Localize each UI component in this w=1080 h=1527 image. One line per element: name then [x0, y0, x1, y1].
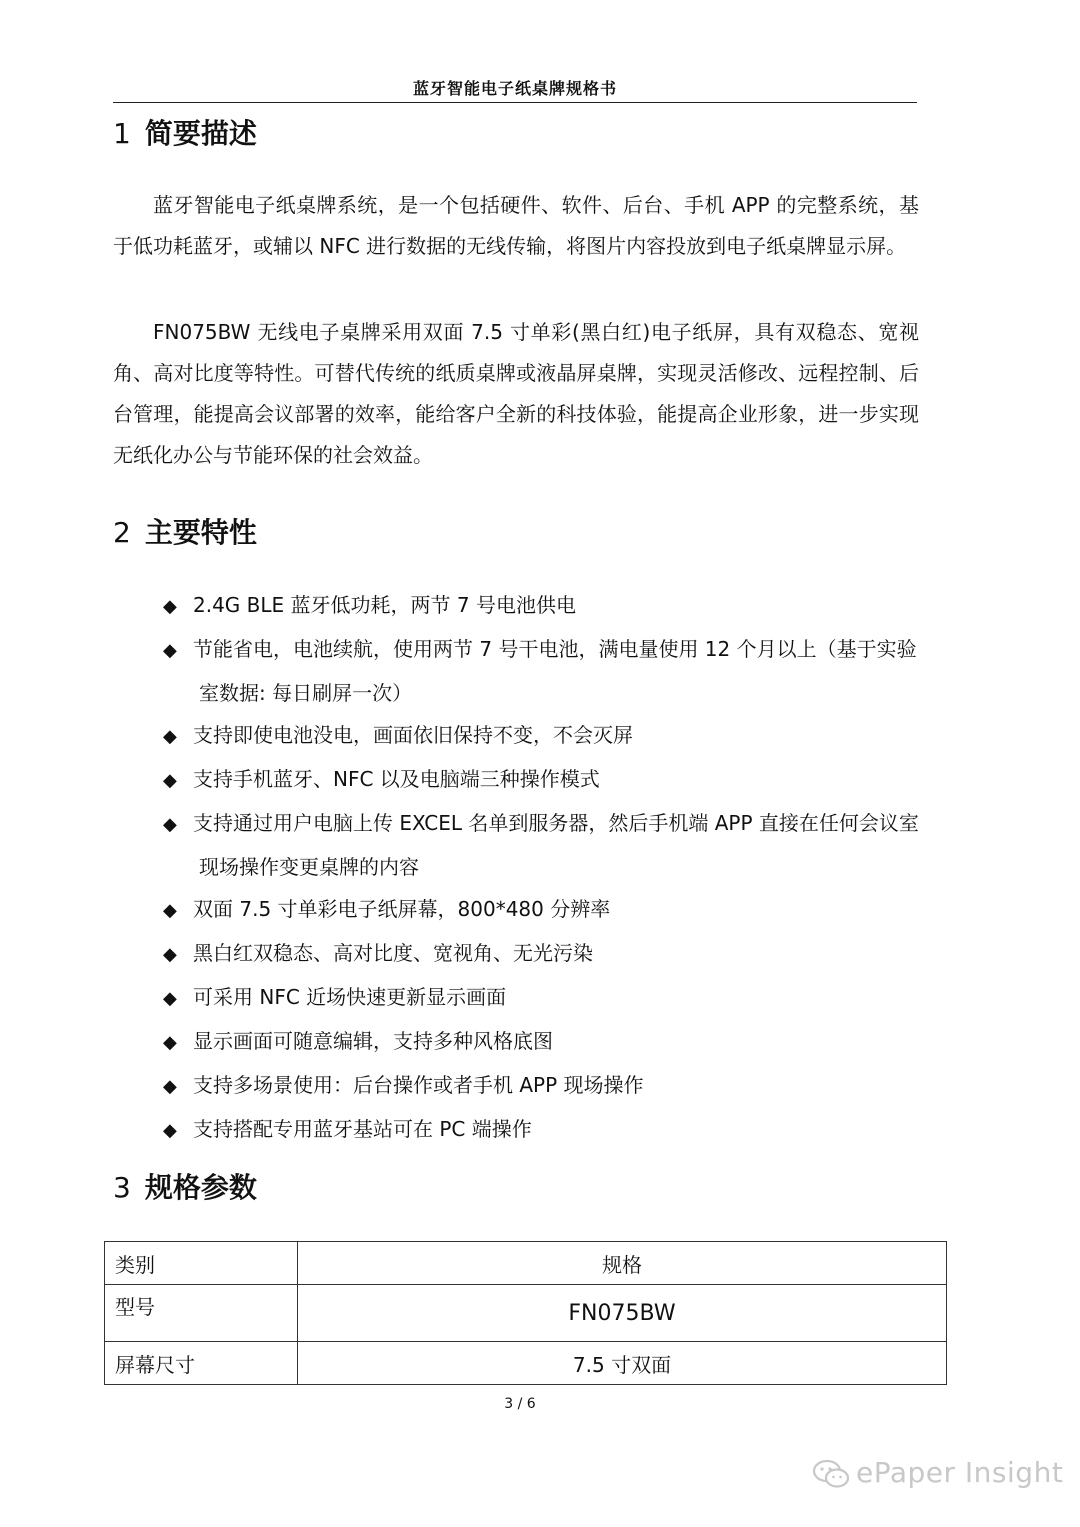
wechat-icon: [812, 1458, 850, 1490]
table-header-cell: 规格: [298, 1242, 947, 1285]
list-item: ◆ 支持多场景使用：后台操作或者手机 APP 现场操作: [163, 1064, 921, 1108]
paragraph-product: FN075BW 无线电子桌牌采用双面 7.5 寸单彩(黑白红)电子纸屏，具有双稳态、宽视角、高对比度等特性。可替代传统的纸质桌牌或液晶屏桌牌，实现灵活修改、远程控制、后台管理，能提高会议部署的效率，能给客户全新的科技体验，能提高企业形象，进一步实现无纸化办公与节能环保的社会效益。: [113, 320, 919, 467]
spec-table: [104, 1241, 947, 1385]
table-cell: FN075BW: [298, 1285, 947, 1342]
bullet-diamond-icon: ◆: [163, 1032, 177, 1053]
document-header-title: 蓝牙智能电子纸桌牌规格书: [412, 79, 617, 98]
page-number: 3 / 6: [504, 1396, 536, 1412]
list-item: ◆ 显示画面可随意编辑，支持多种风格底图: [163, 1020, 921, 1064]
list-item: ◆ 2.4G BLE 蓝牙低功耗，两节 7 号电池供电: [163, 584, 921, 628]
watermark-text: ePaper Insight: [856, 1456, 1064, 1489]
bullet-diamond-icon: ◆: [163, 814, 177, 835]
section-title: 主要特性: [144, 516, 257, 549]
bullet-diamond-icon: ◆: [163, 944, 177, 965]
bullet-diamond-icon: ◆: [163, 770, 177, 791]
section-title: 规格参数: [144, 1171, 257, 1204]
table-row: [105, 1342, 947, 1385]
list-item: ◆ 双面 7.5 寸单彩电子纸屏幕，800*480 分辨率: [163, 888, 921, 932]
table-header-cell: 类别: [105, 1242, 298, 1285]
bullet-diamond-icon: ◆: [163, 1120, 177, 1141]
feature-list: [163, 584, 921, 1152]
bullet-diamond-icon: ◆: [163, 1076, 177, 1097]
list-item: ◆ 支持搭配专用蓝牙基站可在 PC 端操作: [163, 1108, 921, 1152]
paragraph-intro: 蓝牙智能电子纸桌牌系统，是一个包括硬件、软件、后台、手机 APP 的完整系统，基于低功耗蓝牙，或辅以 NFC 进行数据的无线传输，将图片内容投放到电子纸桌牌显示屏。: [113, 193, 919, 258]
table-cell: 7.5 寸双面: [298, 1342, 947, 1385]
section-number: 3: [113, 1171, 131, 1204]
section-heading-3: [113, 1170, 257, 1206]
bullet-diamond-icon: ◆: [163, 900, 177, 921]
list-item: ◆ 支持即使电池没电，画面依旧保持不变，不会灭屏: [163, 714, 921, 758]
table-cell: 屏幕尺寸: [105, 1342, 298, 1385]
bullet-diamond-icon: ◆: [163, 988, 177, 1009]
list-item: ◆ 节能省电，电池续航，使用两节 7 号干电池，满电量使用 12 个月以上（基于实验室数据: 每日刷屏一次）: [163, 628, 921, 714]
list-item: ◆ 黑白红双稳态、高对比度、宽视角、无光污染: [163, 932, 921, 976]
list-item: ◆ 支持通过用户电脑上传 EXCEL 名单到服务器，然后手机端 APP 直接在任何会议室现场操作变更桌牌的内容: [163, 802, 921, 888]
table-row: [105, 1285, 947, 1342]
watermark: [812, 1456, 1063, 1490]
section-heading-2: [113, 515, 257, 551]
bullet-diamond-icon: ◆: [163, 596, 177, 617]
list-item: ◆ 可采用 NFC 近场快速更新显示画面: [163, 976, 921, 1020]
list-item: ◆ 支持手机蓝牙、NFC 以及电脑端三种操作模式: [163, 758, 921, 802]
section-number: 2: [113, 516, 131, 549]
bullet-diamond-icon: ◆: [163, 640, 177, 661]
header-divider: [113, 102, 917, 103]
section-title: 简要描述: [144, 117, 257, 150]
bullet-diamond-icon: ◆: [163, 726, 177, 747]
table-cell: 型号: [105, 1285, 298, 1342]
table-header-row: [105, 1242, 947, 1285]
section-number: 1: [113, 117, 131, 150]
section-heading-1: [113, 116, 257, 152]
